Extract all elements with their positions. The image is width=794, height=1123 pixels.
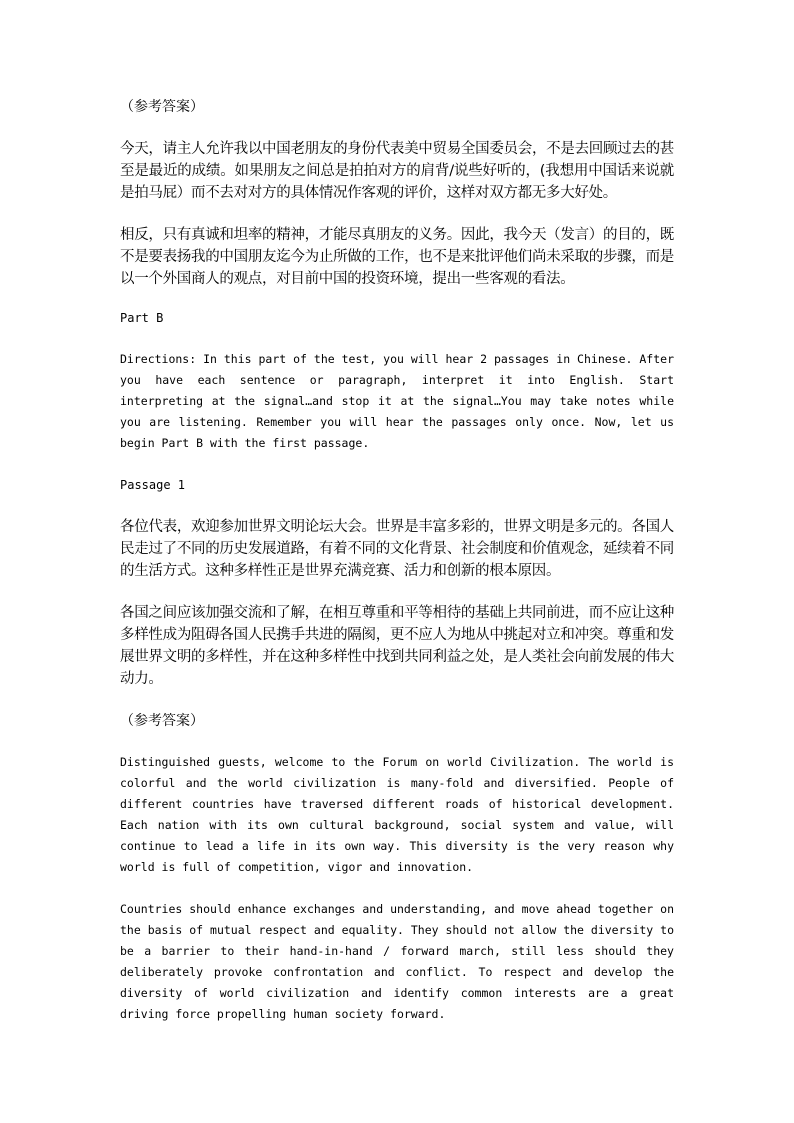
paragraph-zh-3: 各位代表，欢迎参加世界文明论坛大会。世界是丰富多彩的，世界文明是多元的。各国人民走过了不同的历史发展道路，有着不同的文化背景、社会制度和价值观念，延续着不同的生活方式。这种多样性正是世界充满竞赛、活力和创新的根本原因。 [120, 519, 674, 579]
paragraph-zh-1: 今天，请主人允许我以中国老朋友的身份代表美中贸易全国委员会，不是去回顾过去的甚至是最近的成绩。如果朋友之间总是拍拍对方的肩背/说些好听的，(我想用中国话来说就是拍马屁）而不去对对方的具体情况作客观的评价，这样对双方都无多大好处。 [120, 141, 674, 201]
paragraph-zh-2: 相反，只有真诚和坦率的精神，才能尽真朋友的义务。因此，我今天（发言）的目的，既不是要表扬我的中国朋友迄今为止所做的工作，也不是来批评他们尚未采取的步骤，而是以一个外国商人的观点，对目前中国的投资环境，提出一些客观的看法。 [120, 227, 674, 287]
part-b-heading: Part B [120, 311, 164, 325]
passage-1-heading: Passage 1 [120, 478, 186, 492]
answer-paragraph-en-2: Countries should enhance exchanges and understanding, and move ahead together on the basis of mutual respect and equality. They should not allow the diversity to be a barrier to their hand-in-hand / forward march, still less should they deliberately provoke confrontation and conflict. To respect and develop the diversity of world civilization and identify common interests are a great driving force propelling human society forward. [120, 902, 674, 1021]
paragraph-zh-4: 各国之间应该加强交流和了解，在相互尊重和平等相待的基础上共同前进，而不应让这种多样性成为阻碍各国人民携手共进的隔阂，更不应人为地从中挑起对立和冲突。尊重和发展世界文明的多样性，并在这种多样性中找到共同利益之处，是人类社会向前发展的伟大动力。 [120, 605, 674, 687]
document-page [120, 96, 674, 1025]
reference-answer-label-2: （参考答案） [120, 713, 204, 729]
answer-paragraph-en-1: Distinguished guests, welcome to the Forum on world Civilization. The world is colorful and the world civilization is many-fold and diversified. People of different countries have traversed different roads of historical development. Each nation with its own cultural background, social system and value, will continue to lead a life in its own way. This diversity is the very reason why world is full of competition, vigor and innovation. [120, 755, 674, 874]
directions-paragraph: Directions: In this part of the test, you will hear 2 passages in Chinese. After you have each sentence or paragraph, interpret it into English. Start interpreting at the signal…and stop it at the signal…You may take notes while you are listening. Remember you will hear the passages only once. Now, let us begin Part B with the first passage. [120, 352, 674, 450]
reference-answer-label: （参考答案） [120, 99, 204, 115]
